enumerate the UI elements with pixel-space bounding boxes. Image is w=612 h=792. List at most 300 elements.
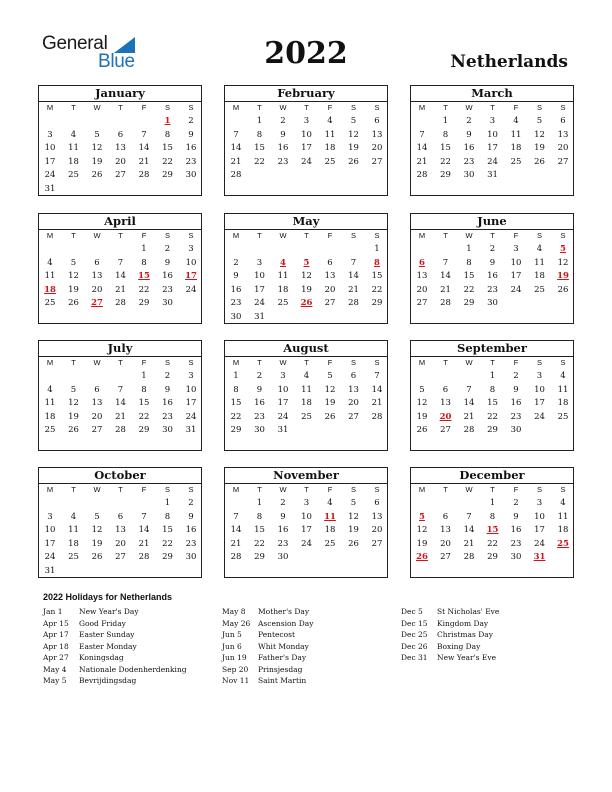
day-cell: 22 — [138, 411, 150, 422]
day-cell: 12 — [348, 129, 359, 140]
holiday-name: Nationale Dodenherdenking — [79, 664, 187, 674]
day-cell: 24 — [301, 538, 312, 549]
day-cell: 12 — [557, 257, 569, 268]
day-cell: 18 — [68, 156, 79, 167]
weekday-label: S — [536, 103, 542, 112]
day-cell: 25 — [510, 156, 522, 167]
day-cell: 27 — [115, 552, 126, 563]
day-cell: 28 — [115, 425, 126, 436]
day-cell: 13 — [91, 271, 103, 282]
day-cell: 16 — [162, 398, 173, 409]
weekday-label: T — [257, 103, 262, 112]
day-cell: 1 — [233, 371, 239, 381]
day-cell: 26 — [557, 284, 569, 295]
day-cell: 1 — [374, 244, 380, 254]
day-cell: 14 — [416, 143, 428, 154]
weekday-label: S — [374, 485, 380, 494]
day-cell: 23 — [162, 284, 173, 295]
day-cell: 24 — [44, 170, 56, 181]
day-cell: 25 — [324, 538, 336, 549]
holiday-date: May 8 — [222, 607, 246, 616]
day-cell: 30 — [277, 552, 289, 563]
weekday-label: W — [465, 358, 473, 367]
day-cell: 20 — [371, 143, 383, 154]
day-cell: 9 — [280, 511, 286, 522]
day-cell: 30 — [185, 170, 197, 181]
day-cell: 20 — [91, 411, 103, 422]
month-january — [38, 85, 202, 196]
holiday-date: Dec 5 — [401, 607, 423, 616]
day-cell: 27 — [348, 411, 359, 422]
day-cell: 26 — [68, 425, 79, 436]
month-april — [38, 213, 202, 324]
holiday-day: 19 — [557, 271, 569, 282]
weekday-label: T — [257, 485, 262, 494]
day-cell: 21 — [463, 411, 475, 422]
holiday-date: Dec 15 — [401, 618, 428, 628]
day-cell: 16 — [487, 271, 498, 282]
day-cell: 30 — [162, 298, 173, 309]
day-cell: 25 — [324, 156, 336, 167]
weekday-label: F — [141, 358, 147, 367]
day-cell: 5 — [350, 498, 357, 508]
weekday-label: F — [513, 485, 519, 494]
day-cell: 8 — [141, 384, 147, 395]
holiday-name: Boxing Day — [437, 641, 481, 651]
month-november — [224, 467, 388, 578]
weekday-label: T — [443, 358, 448, 367]
day-cell: 10 — [185, 257, 197, 268]
weekday-label: S — [560, 485, 566, 494]
holiday-day: 5 — [419, 511, 425, 522]
holiday-name: New Year's Eve — [437, 653, 497, 662]
day-cell: 17 — [185, 398, 197, 409]
day-cell: 3 — [489, 116, 496, 126]
day-cell: 15 — [138, 398, 150, 409]
month-title: June — [411, 214, 573, 230]
day-cell: 3 — [256, 257, 263, 268]
day-cell: 29 — [463, 298, 475, 309]
weekday-label: M — [232, 485, 240, 494]
weekday-label: T — [118, 103, 123, 112]
day-cell: 14 — [115, 271, 126, 282]
day-cell: 28 — [115, 298, 126, 309]
day-cell: 19 — [348, 143, 359, 154]
day-cell: 4 — [327, 498, 333, 508]
month-title: March — [411, 86, 573, 102]
day-cell: 13 — [115, 143, 126, 154]
day-cell: 10 — [301, 511, 312, 522]
day-cell: 12 — [324, 384, 336, 395]
holiday-name: Whit Monday — [258, 641, 309, 651]
day-cell: 19 — [416, 411, 428, 422]
holiday-date: Nov 11 — [222, 676, 250, 685]
holiday-name: Ascension Day — [258, 618, 314, 628]
weekday-label: W — [93, 231, 101, 240]
day-cell: 12 — [68, 271, 79, 282]
day-cell: 31 — [185, 425, 197, 436]
day-cell: 5 — [94, 511, 100, 522]
day-cell: 24 — [534, 538, 545, 549]
day-cell: 6 — [94, 384, 100, 395]
day-cell: 21 — [348, 284, 359, 295]
holiday-name: Koningsdag — [79, 653, 124, 662]
day-cell: 13 — [91, 398, 103, 409]
day-cell: 11 — [534, 257, 545, 268]
month-february — [224, 85, 388, 196]
day-cell: 12 — [348, 511, 359, 522]
day-cell: 28 — [138, 552, 150, 563]
day-cell: 12 — [416, 525, 428, 536]
day-cell: 14 — [440, 271, 451, 282]
holidays-title: 2022 Holidays for Netherlands — [43, 592, 173, 602]
holiday-day: 5 — [560, 244, 566, 254]
day-cell: 14 — [348, 271, 359, 282]
holiday-day: 15 — [138, 271, 150, 282]
day-cell: 19 — [348, 525, 359, 536]
day-cell: 13 — [371, 511, 383, 522]
day-cell: 17 — [487, 143, 498, 154]
day-cell: 7 — [442, 257, 449, 268]
holiday-name: Easter Sunday — [79, 630, 135, 639]
day-cell: 10 — [510, 257, 522, 268]
day-cell: 9 — [466, 129, 472, 140]
day-cell: 10 — [254, 271, 265, 282]
day-cell: 11 — [557, 384, 569, 395]
day-cell: 2 — [280, 116, 286, 126]
day-cell: 21 — [416, 156, 428, 167]
weekday-label: T — [118, 358, 123, 367]
weekday-label: M — [418, 231, 426, 240]
day-cell: 15 — [371, 271, 383, 282]
day-cell: 8 — [256, 511, 263, 522]
day-cell: 22 — [162, 156, 173, 167]
day-cell: 15 — [254, 143, 265, 154]
day-cell: 11 — [68, 143, 79, 154]
day-cell: 10 — [185, 384, 197, 395]
day-cell: 31 — [277, 425, 289, 436]
day-cell: 10 — [44, 143, 56, 154]
day-cell: 18 — [301, 398, 312, 409]
weekday-label: W — [93, 358, 101, 367]
day-cell: 20 — [557, 143, 569, 154]
holiday-day: 5 — [303, 257, 310, 268]
day-cell: 6 — [117, 511, 124, 522]
day-cell: 8 — [256, 129, 263, 140]
holiday-day: 8 — [374, 257, 380, 268]
month-july — [38, 340, 202, 451]
day-cell: 5 — [70, 257, 77, 268]
month-title: May — [225, 214, 387, 230]
day-cell: 10 — [301, 129, 312, 140]
day-cell: 13 — [324, 271, 336, 282]
day-cell: 22 — [254, 156, 265, 167]
day-cell: 7 — [233, 511, 239, 522]
day-cell: 29 — [487, 425, 498, 436]
month-title: January — [39, 86, 201, 102]
holiday-day: 4 — [280, 257, 286, 268]
day-cell: 25 — [44, 298, 56, 309]
weekday-label: S — [164, 231, 170, 240]
day-cell: 22 — [463, 284, 475, 295]
weekday-label: M — [46, 485, 54, 494]
day-cell: 4 — [70, 129, 77, 140]
day-cell: 6 — [442, 384, 449, 395]
holiday-day: 26 — [416, 552, 428, 563]
day-cell: 13 — [115, 525, 126, 536]
day-cell: 8 — [489, 511, 496, 522]
weekday-label: T — [71, 485, 76, 494]
weekday-label: T — [490, 231, 495, 240]
day-cell: 3 — [188, 371, 194, 381]
day-cell: 27 — [371, 538, 383, 549]
weekday-label: W — [465, 485, 473, 494]
day-cell: 23 — [277, 538, 289, 549]
weekday-label: F — [141, 485, 147, 494]
day-cell: 14 — [138, 143, 150, 154]
day-cell: 2 — [188, 116, 194, 126]
day-cell: 7 — [374, 371, 380, 381]
holiday-name: Easter Monday — [79, 641, 137, 651]
weekday-label: T — [443, 103, 448, 112]
day-cell: 10 — [487, 129, 498, 140]
day-cell: 29 — [138, 298, 150, 309]
day-cell: 20 — [324, 284, 336, 295]
day-cell: 23 — [487, 284, 498, 295]
day-cell: 20 — [115, 156, 126, 167]
holiday-date: Dec 31 — [401, 653, 428, 662]
weekday-label: W — [279, 358, 287, 367]
day-cell: 16 — [185, 525, 197, 536]
weekday-label: S — [164, 485, 170, 494]
day-cell: 4 — [327, 116, 333, 126]
day-cell: 23 — [162, 411, 173, 422]
day-cell: 1 — [466, 244, 472, 254]
day-cell: 23 — [510, 538, 522, 549]
holiday-date: May 26 — [222, 618, 251, 628]
day-cell: 8 — [164, 129, 171, 140]
day-cell: 11 — [510, 129, 522, 140]
day-cell: 10 — [44, 525, 56, 536]
day-cell: 4 — [560, 498, 566, 508]
day-cell: 27 — [324, 298, 336, 309]
day-cell: 18 — [324, 525, 336, 536]
weekday-label: S — [374, 358, 380, 367]
day-cell: 14 — [371, 384, 383, 395]
day-cell: 11 — [277, 271, 289, 282]
day-cell: 12 — [534, 129, 545, 140]
day-cell: 25 — [277, 298, 289, 309]
day-cell: 17 — [534, 525, 545, 536]
day-cell: 4 — [70, 511, 77, 522]
day-cell: 16 — [185, 143, 197, 154]
day-cell: 22 — [138, 284, 150, 295]
weekday-label: T — [118, 485, 123, 494]
weekday-label: S — [350, 103, 356, 112]
month-june — [410, 213, 574, 324]
day-cell: 9 — [256, 384, 263, 395]
day-cell: 18 — [68, 538, 79, 549]
day-cell: 31 — [44, 184, 56, 194]
day-cell: 6 — [94, 257, 100, 268]
weekday-label: F — [327, 231, 333, 240]
day-cell: 26 — [348, 538, 359, 549]
day-cell: 8 — [466, 257, 472, 268]
day-cell: 20 — [115, 538, 126, 549]
day-cell: 17 — [44, 538, 56, 549]
holiday-day: 1 — [164, 116, 171, 126]
day-cell: 2 — [233, 257, 239, 268]
weekday-label: M — [418, 358, 426, 367]
day-cell: 5 — [94, 129, 100, 140]
day-cell: 27 — [416, 298, 428, 309]
day-cell: 14 — [138, 525, 150, 536]
holiday-name: New Year's Day — [79, 607, 139, 616]
day-cell: 18 — [557, 398, 569, 409]
holiday-name: Prinsjesdag — [258, 664, 303, 674]
day-cell: 2 — [164, 244, 171, 254]
holiday-day: 20 — [439, 411, 452, 422]
day-cell: 22 — [162, 538, 173, 549]
day-cell: 21 — [115, 284, 126, 295]
holiday-date: Dec 25 — [401, 630, 428, 639]
holiday-date: Apr 15 — [43, 618, 69, 628]
weekday-label: F — [327, 103, 333, 112]
month-title: September — [411, 341, 573, 357]
weekday-label: S — [350, 485, 356, 494]
day-cell: 21 — [230, 538, 242, 549]
weekday-label: T — [443, 485, 448, 494]
month-may — [224, 213, 388, 324]
weekday-label: T — [71, 358, 76, 367]
day-cell: 21 — [230, 156, 242, 167]
weekday-label: S — [350, 358, 356, 367]
day-cell: 28 — [348, 298, 359, 309]
day-cell: 24 — [277, 411, 289, 422]
day-cell: 9 — [164, 257, 171, 268]
day-cell: 20 — [416, 284, 428, 295]
holiday-date: Jan 1 — [43, 607, 63, 616]
day-cell: 17 — [301, 525, 312, 536]
holiday-date: May 5 — [43, 676, 67, 685]
day-cell: 18 — [534, 271, 545, 282]
day-cell: 11 — [557, 511, 569, 522]
weekday-label: S — [188, 485, 194, 494]
day-cell: 22 — [487, 411, 498, 422]
weekday-label: W — [93, 103, 101, 112]
holiday-name: Bevrijdingsdag — [79, 676, 137, 685]
weekday-label: F — [141, 231, 147, 240]
day-cell: 12 — [416, 398, 428, 409]
day-cell: 24 — [534, 411, 545, 422]
day-cell: 27 — [371, 156, 383, 167]
day-cell: 3 — [303, 116, 310, 126]
day-cell: 26 — [324, 411, 336, 422]
holiday-date: May 4 — [43, 664, 67, 674]
day-cell: 24 — [185, 284, 197, 295]
day-cell: 27 — [91, 425, 103, 436]
weekday-label: W — [93, 485, 101, 494]
day-cell: 21 — [138, 538, 150, 549]
day-cell: 9 — [233, 271, 239, 282]
day-cell: 19 — [301, 284, 312, 295]
day-cell: 25 — [301, 411, 312, 422]
weekday-label: S — [350, 231, 356, 240]
weekday-label: T — [304, 103, 309, 112]
day-cell: 1 — [489, 371, 496, 381]
day-cell: 31 — [487, 170, 498, 181]
holiday-date: Dec 26 — [401, 641, 428, 651]
weekday-label: T — [257, 358, 262, 367]
day-cell: 24 — [487, 156, 498, 167]
day-cell: 28 — [463, 552, 475, 563]
weekday-label: M — [418, 485, 426, 494]
day-cell: 6 — [442, 511, 449, 522]
holiday-day: 18 — [44, 284, 56, 295]
weekday-label: S — [560, 358, 566, 367]
day-cell: 7 — [466, 384, 472, 395]
weekday-label: S — [164, 103, 170, 112]
day-cell: 8 — [442, 129, 449, 140]
day-cell: 8 — [233, 384, 239, 395]
day-cell: 23 — [185, 156, 197, 167]
weekday-label: S — [188, 231, 194, 240]
holiday-name: Kingdom Day — [437, 618, 489, 628]
day-cell: 5 — [327, 371, 333, 381]
day-cell: 24 — [254, 298, 265, 309]
day-cell: 11 — [324, 129, 336, 140]
holiday-day: 15 — [486, 525, 499, 536]
day-cell: 15 — [487, 398, 498, 409]
day-cell: 21 — [463, 538, 475, 549]
day-cell: 26 — [348, 156, 359, 167]
day-cell: 14 — [463, 525, 475, 536]
day-cell: 30 — [510, 552, 522, 563]
day-cell: 6 — [350, 371, 357, 381]
day-cell: 1 — [442, 116, 449, 126]
day-cell: 17 — [277, 398, 289, 409]
month-title: November — [225, 468, 387, 484]
day-cell: 28 — [138, 170, 150, 181]
month-title: October — [39, 468, 201, 484]
day-cell: 26 — [416, 425, 428, 436]
holiday-day: 11 — [324, 511, 336, 522]
weekday-label: S — [560, 103, 566, 112]
day-cell: 16 — [463, 143, 475, 154]
day-cell: 26 — [91, 170, 103, 181]
day-cell: 7 — [419, 129, 425, 140]
day-cell: 9 — [513, 511, 519, 522]
day-cell: 1 — [489, 498, 496, 508]
day-cell: 19 — [534, 143, 545, 154]
holiday-day: 27 — [91, 298, 103, 309]
holiday-name: Good Friday — [79, 618, 126, 628]
weekday-label: W — [279, 485, 287, 494]
weekday-label: T — [490, 103, 495, 112]
holiday-name: Christmas Day — [437, 630, 493, 639]
weekday-label: F — [513, 231, 519, 240]
weekday-label: T — [257, 231, 262, 240]
day-cell: 30 — [185, 552, 197, 563]
weekday-label: F — [513, 358, 519, 367]
weekday-label: F — [141, 103, 147, 112]
day-cell: 3 — [536, 498, 543, 508]
day-cell: 9 — [513, 384, 519, 395]
day-cell: 21 — [138, 156, 150, 167]
day-cell: 1 — [141, 371, 147, 381]
day-cell: 2 — [513, 371, 519, 381]
day-cell: 5 — [70, 384, 77, 395]
